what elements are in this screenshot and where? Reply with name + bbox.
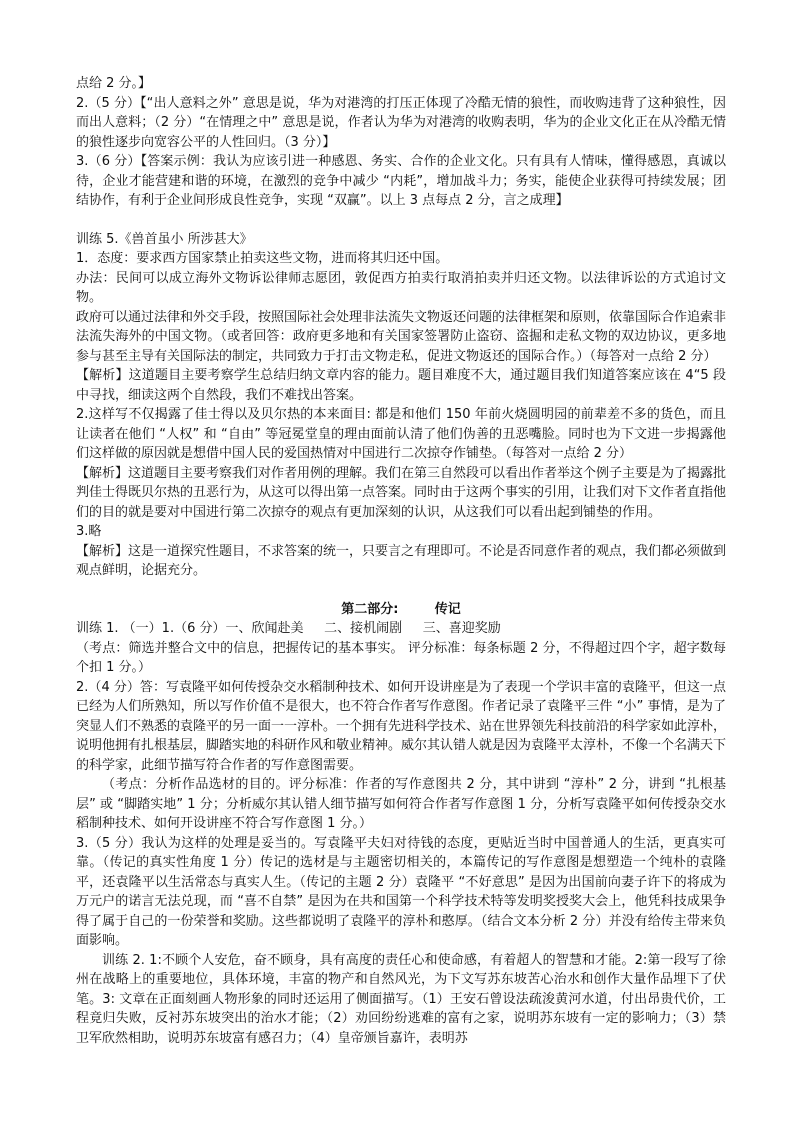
answer-fragment: 点给 2 分。】 <box>76 76 152 91</box>
training-1-note-1: （考点：筛选并整合文中的信息，把握传记的基本事实。 评分标准：每条标题 2 分，不得超过四个字，超字数每个扣 1 分。） <box>76 640 726 675</box>
t5-answer-2: 2.这样写不仅揭露了佳士得以及贝尔热的本来面目: 都是和他们 150 年前火烧圆明园的前辈差不多的货色，而且让读者在他们 “人权” 和 “自由” 等冠冕堂皇的理由面前认清了他们伪善的丑恶嘴脸。同时也为下文进一步揭露他们这样做的原因就是想借中国人民的爱国热情对中国进行二次掠夺作铺垫。（每答对一点给 2 分） <box>76 407 726 461</box>
training-1-note-2: （考点：分析作品选材的目的。评分标准：作者的写作意图共 2 分，其中讲到 “淳朴” 2 分，讲到 “扎根基层” 或 “脚踏实地” 1 分；分析威尔其认错人细节描写如何符合作者写作意图 1 分，分析写袁隆平如何传授杂交水稻制种技术、如何开设讲座不符合写作意图 1 分。） <box>76 777 726 831</box>
document-page <box>76 74 726 1048</box>
answer-2: 2.（5 分）【“出人意料之外” 意思是说，华为对港湾的打压正体现了冷酷无情的狼性，而收购违背了这种狼性，因而出人意料；（2 分）“在情理之中” 意思是说，作者认为华为对港湾的收购表明，华为的企业文化正在从冷酷无情的狼性逐步向宽容公平的人性回归。（3 分）】 <box>76 95 726 150</box>
training-2-answer: 训练 2. 1:不顾个人安危，奋不顾身，具有高度的责任心和使命感，有着超人的智慧和才能。2:第一段写了徐州在战略上的重要地位，具体环境，丰富的物产和自然风光，为下文写苏东坡苦心治水和创作大量作品埋下了伏笔。3: 文章在正面刻画人物形象的同时还运用了侧面描写。（1）王安石曾设法疏浚黄河水道，付出昂贵代价，工程竟归失败，反衬苏东坡突出的治水才能；（2）劝回纷纷逃难的富有之家，说明苏东坡有一定的影响力；（3）禁卫军欣然相助，说明苏东坡富有感召力；（4）皇帝颁旨嘉许，表明苏 <box>76 952 726 1046</box>
t5-answer-3: 3.略 <box>76 524 102 539</box>
answer-3: 3.（6 分）【答案示例：我认为应该引进一种感恩、务实、合作的企业文化。只有具有人情味，懂得感恩，真诚以待，企业才能营建和谐的环境，在激烈的竞争中减少 “内耗”，增加战斗力；务实，能使企业获得可持续发展；团结协作，有利于企业间形成良性竞争，实现 “双赢”。以上 3 点每点 2 分，言之成理】 <box>76 154 726 208</box>
training-5-title: 训练 5.《兽首虽小 所涉甚大》 <box>76 231 253 247</box>
t5-analysis-2: 【解析】这道题目主要考察我们对作者用例的理解。我们在第三自然段可以看出作者举这个例子主要是为了揭露批判佳士得既贝尔热的丑恶行为，从这可以得出第一点答案。同时由于这两个事实的引用，让我们对下文作者直指他们的目的就是要对中国进行第二次掠夺的观点有更加深刻的认识，从这我们可以看出起到铺垫的作用。 <box>76 465 727 520</box>
t5-government: 政府可以通过法律和外交手段，按照国际社会处理非法流失文物返还问题的法律框架和原则，依靠国际合作追索非法流失海外的中国文物。（或者回答：政府更多地和有关国家签署防止盗窃、盗掘和走私文物的双边协议，更多地参与甚至主导有关国际法的制定，共同致力于打击文物走私，促进文物返还的国际合作。）（每答对一点给 2 分） <box>76 309 727 364</box>
t5-answer-1: 1．态度：要求西方国家禁止拍卖这些文物，进而将其归还中国。 <box>76 251 449 266</box>
training-1-answer-2: 2.（4 分）答：写袁隆平如何传授杂交水稻制种技术、如何开设讲座是为了表现一个学识丰富的袁隆平，但这一点已经为人们所熟知，所以写作价值不是很大，也不符合作者写作意图。作者记录了袁隆平三件 “小” 事情，是为了突显人们不熟悉的袁隆平的另一面一一淳朴。一个拥有先进科学技术、站在世界领先科技前沿的科学家如此淳朴，说明他拥有扎根基层，脚踏实地的科研作风和敬业精神。威尔其认错人就是因为袁隆平太淳朴，不像一个名满天下的科学家，此细节描写符合作者的写作意图需要。 <box>76 679 727 773</box>
t5-analysis-3: 【解析】这是一道探究性题目，不求答案的统一，只要言之有理即可。不论是否同意作者的观点，我们都必须做到观点鲜明，论据充分。 <box>76 543 727 578</box>
t5-method: 办法：民间可以成立海外文物诉讼律师志愿团，敦促西方拍卖行取消拍卖并归还文物。以法律诉讼的方式追讨文物。 <box>76 270 726 305</box>
section-title: 第二部分: 传记 <box>341 601 461 617</box>
training-1-answer-3: 3.（5 分）我认为这样的处理是妥当的。写袁隆平夫妇对待钱的态度，更贴近当时中国普通人的生活，更真实可靠。（传记的真实性角度 1 分）传记的选材是与主题密切相关的，本篇传记的写作意图是想塑造一个纯朴的袁隆平，还袁隆平以生活常态与真实人生。（传记的主题 2 分）袁隆平 “不好意思” 是因为出国前向妻子许下的将成为万元户的诺言无法兑现，而 “喜不自禁” 是因为在共和国第一个科学技术特等发明奖授奖大会上，他凭科技成果争得了属于自己的一份荣誉和奖励。这些都说明了袁隆平的淳朴和憨厚。（结合文本分析 2 分）并没有给传主带来负面影响。 <box>76 835 726 948</box>
t5-analysis-1: 【解析】这道题目主要考察学生总结归纳文章内容的能力。题目难度不大，通过题目我们知道答案应该在 4“5 段中寻找，细读这两个自然段，我们不难找出答案。 <box>76 368 726 403</box>
training-1-answer-1: 训练 1. （一）1.（6 分）一、欣闻赴美 二、接机闹剧 三、喜迎奖励 <box>76 621 501 636</box>
